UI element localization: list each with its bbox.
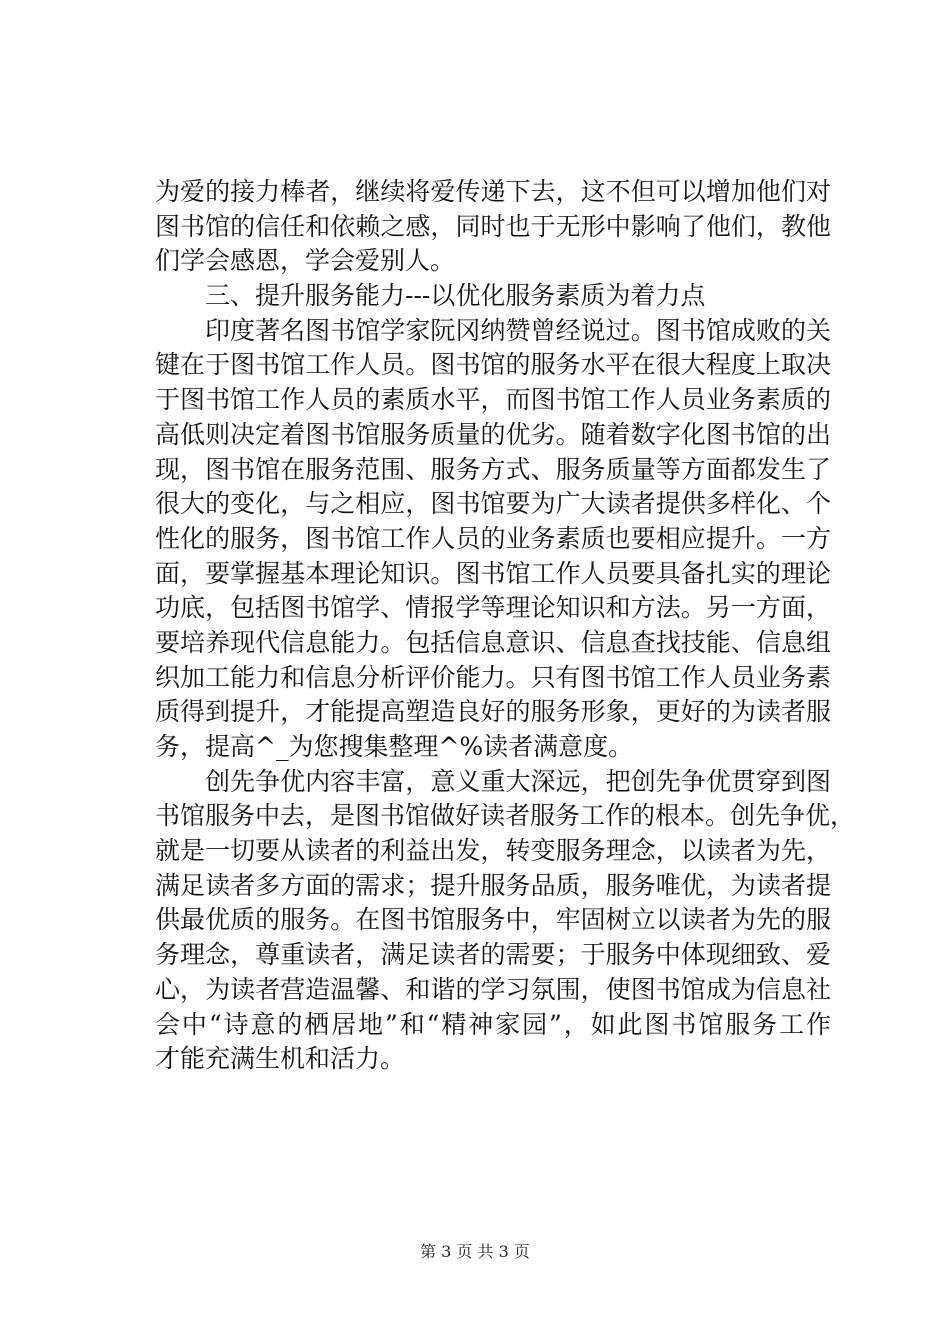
paragraph-body <box>155 765 856 1077</box>
text-line: 会中“诗意的栖居地”和“精神家园”，如此图书馆服务工作 <box>155 1009 831 1039</box>
text-line: 性化的服务，图书馆工作人员的业务素质也要相应提升。一方 <box>155 523 831 553</box>
text-line: 心，为读者营造温馨、和谐的学习氛围，使图书馆成为信息社 <box>155 974 831 1004</box>
section-heading <box>155 279 831 314</box>
text-line: 要培养现代信息能力。包括信息意识、信息查找技能、信息组 <box>155 627 831 657</box>
text-line: 书馆服务中去，是图书馆做好读者服务工作的根本。创先争优， <box>155 801 856 831</box>
text-line: 们学会感恩，学会爱别人。 <box>155 246 456 276</box>
text-line: 面，要掌握基本理论知识。图书馆工作人员要具备扎实的理论 <box>155 558 831 588</box>
text-line: 键在于图书馆工作人员。图书馆的服务水平在很大程度上取决 <box>155 350 831 380</box>
text-line: 功底，包括图书馆学、情报学等理论知识和方法。另一方面， <box>155 593 831 623</box>
text-line: 于图书馆工作人员的素质水平，而图书馆工作人员业务素质的 <box>155 385 831 415</box>
text-line: 务，提高^_为您搜集整理^%读者满意度。 <box>155 732 634 761</box>
text-line: 质得到提升，才能提高塑造良好的服务形象，更好的为读者服 <box>155 697 831 727</box>
text-line: 很大的变化，与之相应，图书馆要为广大读者提供多样化、个 <box>155 489 831 519</box>
text-line: 供最优质的服务。在图书馆服务中，牢固树立以读者为先的服 <box>155 905 831 935</box>
text-line: 务理念，尊重读者，满足读者的需要；于服务中体现细致、爱 <box>155 940 831 970</box>
text-line: 就是一切要从读者的利益出发，转变服务理念，以读者为先， <box>155 836 831 866</box>
heading-line: 三、提升服务能力---以优化服务素质为着力点 <box>205 281 706 311</box>
text-line: 高低则决定着图书馆服务质量的优劣。随着数字化图书馆的出 <box>155 419 831 449</box>
text-line: 织加工能力和信息分析评价能力。只有图书馆工作人员业务素 <box>155 662 831 692</box>
text-line: 才能充满生机和活力。 <box>155 1044 406 1074</box>
text-line: 图书馆的信任和依赖之感，同时也于无形中影响了他们，教他 <box>155 211 831 241</box>
text-line: 为爱的接力棒者，继续将爱传递下去，这不但可以增加他们对 <box>155 177 831 206</box>
paragraph-continuation <box>155 175 831 279</box>
text-line: 创先争优内容丰富，意义重大深远，把创先争优贯穿到图 <box>205 766 831 796</box>
text-line: 满足读者多方面的需求；提升服务品质，服务唯优，为读者提 <box>155 870 831 900</box>
text-line: 印度著名图书馆学家阮冈纳赞曾经说过。图书馆成败的关 <box>205 315 831 345</box>
document-body <box>155 175 856 1077</box>
text-line: 现，图书馆在服务范围、服务方式、服务质量等方面都发生了 <box>155 454 831 484</box>
page-footer: 第 3 页 共 3 页 <box>420 1242 530 1261</box>
paragraph-body <box>155 314 831 765</box>
